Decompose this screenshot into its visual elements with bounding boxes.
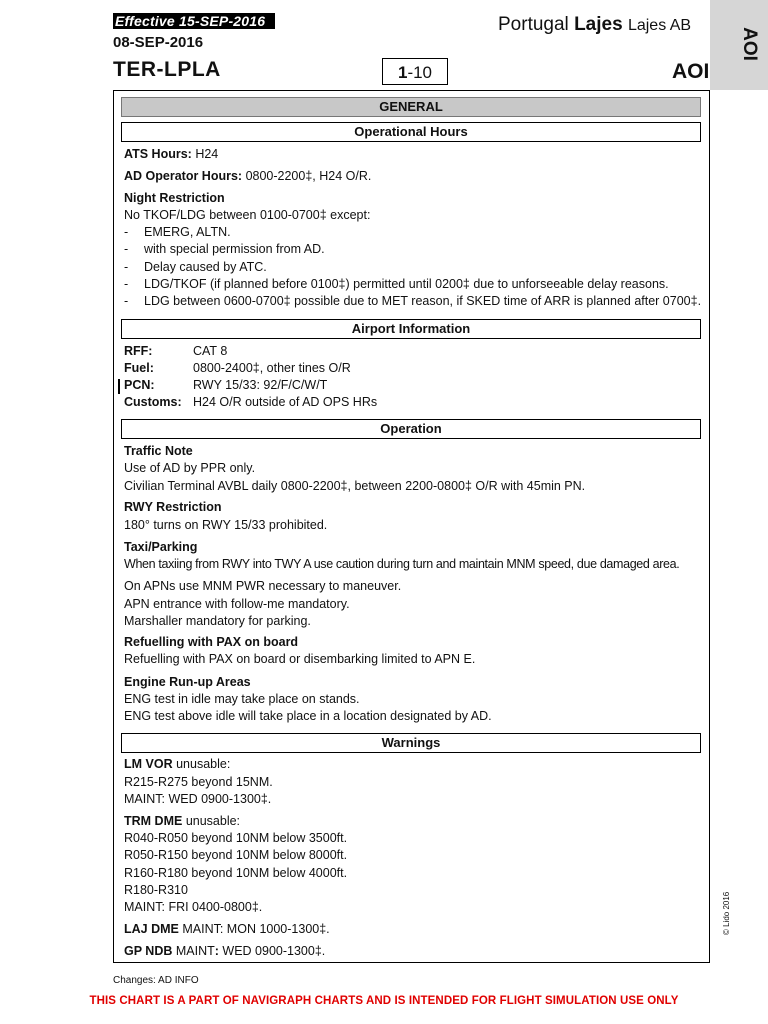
side-tab[interactable] [710,0,768,90]
lm-vor-line [124,756,230,773]
chart-code: AOI [672,60,710,83]
page-number-box [382,58,448,85]
ad-operator-hours-value: 0800-2200‡, H24 O/R. [245,169,372,183]
traffic-note-heading: Traffic Note [124,444,193,458]
lm-vor-label: LM VOR [124,757,173,771]
list-bullet: - [124,294,129,308]
issue-date: 08-SEP-2016 [113,34,204,51]
laj-dme-line [124,921,330,938]
location-title [498,14,691,36]
ad-operator-hours-line [124,168,371,185]
effective-date-banner: Effective 15-SEP-2016 [113,13,275,29]
trm-dme-detail: R180-R310 [124,883,188,897]
gp-ndb-maint: MAINT [175,944,215,958]
trm-dme-detail: R040-R050 beyond 10NM below 3500ft. [124,831,348,845]
trm-dme-label: TRM DME [124,814,183,828]
laj-dme-value: MAINT: MON 1000-1300‡. [182,922,330,936]
side-tab-label: AOI [738,27,760,61]
city-name: Lajes [574,14,623,35]
fuel-value: 0800-2400‡, other tines O/R [193,361,351,375]
gp-ndb-label: GP NDB [124,944,173,958]
customs-value: H24 O/R outside of AD OPS HRs [193,395,378,409]
list-item: LDG/TKOF (if planned before 0100‡) permitted until 0200‡ due to unforseeable delay reasons. [144,277,669,291]
engine-runup-line: ENG test above idle will take place in a location designated by AD. [124,709,492,723]
change-bar [118,379,120,394]
simulation-disclaimer: THIS CHART IS A PART OF NAVIGRAPH CHARTS AND IS INTENDED FOR FLIGHT SIMULATION USE ONLY [89,995,679,1007]
rwy-restriction-line: 180° turns on RWY 15/33 prohibited. [124,518,328,532]
lm-vor-detail: R215-R275 beyond 15NM. [124,775,273,789]
general-heading: GENERAL [121,97,701,117]
gp-ndb-value: WED 0900-1300‡. [222,944,326,958]
taxi-parking-line: Marshaller mandatory for parking. [124,614,311,628]
list-item: EMERG, ALTN. [144,225,231,239]
fuel-label: Fuel: [124,361,154,375]
section-operation: Operation [121,419,701,439]
rff-value: CAT 8 [193,344,228,358]
taxi-parking-heading: Taxi/Parking [124,540,198,554]
trm-dme-detail: MAINT: FRI 0400-0800‡. [124,900,263,914]
list-item: LDG between 0600-0700‡ possible due to MET reason, if SKED time of ARR is planned after 0700‡. [144,294,702,308]
country-name: Portugal [498,14,569,35]
taxi-parking-line: APN entrance with follow-me mandatory. [124,597,350,611]
traffic-note-line: Use of AD by PPR only. [124,461,256,475]
ats-hours-value: H24 [195,147,219,161]
trm-dme-status: unusable: [185,814,241,828]
page-suffix: -10 [407,63,433,82]
engine-runup-heading: Engine Run-up Areas [124,675,251,689]
ad-operator-hours-label: AD Operator Hours: [124,169,243,183]
night-restriction-intro: No TKOF/LDG between 0100-0700‡ except: [124,208,371,222]
engine-runup-line: ENG test in idle may take place on stands. [124,692,360,706]
icao-code: TER-LPLA [113,58,221,81]
section-warnings: Warnings [121,733,701,753]
laj-dme-label: LAJ DME [124,922,179,936]
copyright-notice: © Lido 2016 [722,891,731,935]
night-restriction-heading: Night Restriction [124,191,225,205]
list-item: with special permission from AD. [144,242,325,256]
airport-name: Lajes AB [627,17,692,34]
list-bullet: - [124,225,129,239]
list-bullet: - [124,260,129,274]
list-bullet: - [124,242,129,256]
taxi-parking-line: When taxiing from RWY into TWY A use caution during turn and maintain MNM speed, due damaged area. [124,557,680,571]
rwy-restriction-heading: RWY Restriction [124,500,222,514]
pcn-value: RWY 15/33: 92/F/C/W/T [193,378,328,392]
refuelling-heading: Refuelling with PAX on board [124,635,299,649]
customs-label: Customs: [124,395,182,409]
trm-dme-detail: R160-R180 beyond 10NM below 4000ft. [124,866,348,880]
lm-vor-status: unusable: [176,757,231,771]
traffic-note-line: Civilian Terminal AVBL daily 0800-2200‡, between 2200-0800‡ O/R with 45min PN. [124,479,586,493]
ats-hours-label: ATS Hours: [124,147,192,161]
pcn-label: PCN: [124,378,155,392]
trm-dme-line [124,813,240,830]
list-bullet: - [124,277,129,291]
lm-vor-detail: MAINT: WED 0900-1300‡. [124,792,272,806]
ats-hours-line [124,146,218,163]
section-operational-hours: Operational Hours [121,122,701,142]
list-item: Delay caused by ATC. [144,260,267,274]
page-number: 1 [397,63,408,82]
refuelling-line: Refuelling with PAX on board or disembarking limited to APN E. [124,652,476,666]
changes-note: Changes: AD INFO [113,975,199,986]
trm-dme-detail: R050-R150 beyond 10NM below 8000ft. [124,848,348,862]
gp-ndb-line: GP NDB MAINT: WED 0900-1300‡. [124,944,326,958]
section-airport-information: Airport Information [121,319,701,339]
taxi-parking-line: On APNs use MNM PWR necessary to maneuver. [124,579,402,593]
rff-label: RFF: [124,344,153,358]
